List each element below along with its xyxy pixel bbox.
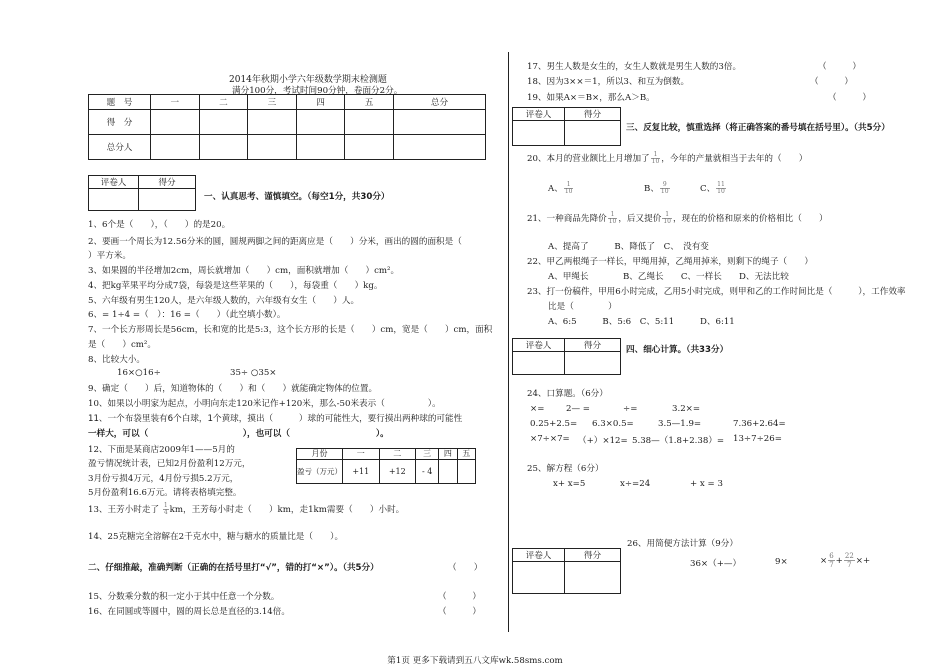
grader-cell[interactable]: [513, 352, 565, 375]
page-footer: 第1页 更多下载请到五八文库wk.58sms.com: [387, 656, 563, 666]
simplify-tail: ×+: [855, 556, 871, 566]
fraction-den: 7: [847, 561, 852, 569]
option-label: A、: [548, 184, 563, 194]
question-13-mid: km，王芳每小时走（ ）: [169, 505, 278, 515]
question-23-cont: 比是（ ）: [548, 302, 617, 312]
fraction-den: 10: [717, 188, 725, 195]
equation: x÷=24: [620, 479, 651, 489]
simplify-mult: ×: [820, 556, 828, 566]
score-cell[interactable]: [151, 110, 200, 135]
question-3: 3、如果圆的半径增加2cm，周长就增加（ ）cm，面积就增加（ ）cm²。: [88, 266, 400, 276]
question-21-end: ，现在的价格和原来的价格相比（ ）: [672, 214, 828, 224]
question-19: 19、如果A×＝B×，那么A＞B。: [527, 93, 655, 103]
calc-item: 0.25+2.5=: [530, 419, 578, 429]
fraction-num: 1: [564, 182, 574, 189]
answer-paren[interactable]: （ ）: [438, 607, 481, 617]
fraction: [564, 182, 574, 195]
question-9: 9、确定（ ）后，知道物体的（ ）和（ ）就能确定物体的位置。: [88, 384, 378, 394]
grader-label: 得分: [139, 176, 196, 189]
grader-box: [512, 338, 621, 375]
question-8-a: 16×○16÷: [117, 368, 161, 378]
question-20-start: 20、本月的营业额比上月增加了: [527, 154, 650, 164]
grader-box: [512, 107, 621, 146]
fraction-den: 10: [608, 218, 617, 225]
fraction-den: 10: [663, 218, 671, 225]
fraction: [651, 152, 661, 165]
fraction-num: 1: [651, 152, 661, 159]
month-value-cell: +11: [343, 460, 380, 484]
question-21: [527, 212, 828, 225]
calc-item: ÷=: [623, 404, 638, 414]
score-cell[interactable]: [296, 110, 345, 135]
section-2-title: 二、仔细推敲，准确判断（正确的在括号里打“√”，错的打“×”）。（共5分）: [88, 563, 379, 573]
question-21-start: 21、一种商品先降价: [527, 214, 607, 224]
question-12-line3: 3月份亏损4万元，4月份亏损5.2万元，: [88, 474, 239, 484]
month-value-cell: - 4: [416, 460, 439, 484]
fraction-den: 10: [660, 188, 669, 195]
question-13-end: km，走1km需要（ ）小时。: [277, 505, 405, 515]
calc-item: 5.38—（1.8+2.38）=: [632, 436, 725, 446]
question-11: 11、一个布袋里装有6个白球，1个黄球，摸出（ ）球的可能性大，要行摸出两种球的可能性: [88, 414, 463, 424]
fraction-num: 1: [163, 502, 168, 509]
score-header-cell: 题 号: [89, 95, 151, 110]
equation: + x = 3: [690, 479, 723, 489]
score-cell[interactable]: [199, 135, 248, 160]
grader-cell[interactable]: [139, 189, 196, 211]
grader-cell[interactable]: [89, 189, 139, 211]
month-row-label: 盈亏（万元）: [297, 460, 343, 484]
fraction-num: 1: [662, 212, 672, 219]
score-header-cell: 二: [199, 95, 248, 110]
question-12-line4: 5月份盈利16.6万元。请将表格填完整。: [88, 488, 242, 498]
section-1-title: 一、认真思考、谨慎填空。（每空1分，共30分）: [204, 192, 390, 202]
question-8-b: 35÷ ○35×: [230, 368, 277, 378]
score-row-label: 得 分: [89, 110, 151, 135]
answer-paren[interactable]: （ ）: [818, 62, 861, 72]
month-value-cell[interactable]: [457, 460, 475, 484]
question-10: 10、如果以小明家为起点，小明向东走120米记作+120米，那么-50米表示（ ）。: [88, 399, 441, 409]
option-c[interactable]: [700, 182, 727, 195]
fraction-den: 10: [564, 188, 573, 195]
score-cell[interactable]: [393, 110, 485, 135]
question-14: 14、25克糖完全溶解在2千克水中，糖与糖水的质量比是（ ）。: [88, 532, 344, 542]
calc-item: 3.5—1.9=: [658, 419, 702, 429]
question-17: 17、男生人数是女生的，女生人数就是男生人数的3倍。: [527, 62, 742, 72]
grader-cell[interactable]: [513, 562, 565, 594]
simplify-item: 36×（+—）: [690, 559, 742, 569]
question-2: 2、要画一个周长为12.56分米的圆，圆规两脚之间的距离应是（ ）分米，画出的圆的面积是（: [88, 237, 462, 247]
grader-cell[interactable]: [565, 352, 621, 375]
grader-cell[interactable]: [565, 562, 621, 594]
question-26: 26、用简便方法计算（9分）: [627, 539, 738, 549]
month-header-cell: 二: [379, 449, 416, 460]
month-header-cell: 月份: [297, 449, 343, 460]
question-1: 1、6个是（ ），（ ）的是20。: [88, 220, 231, 230]
fraction: [662, 212, 672, 225]
question-20: [527, 152, 807, 165]
question-22: 22、甲乙两根绳子一样长，甲绳用掉，乙绳用掉米，则剩下的绳子（ ）: [527, 257, 813, 267]
question-2-cont: ）平方米。: [88, 251, 131, 261]
grader-label: 得分: [565, 108, 621, 121]
fraction-num: 6: [829, 552, 834, 560]
score-cell[interactable]: [393, 135, 485, 160]
calc-item: 3.2×=: [672, 404, 701, 414]
question-15: 15、分数乘分数的积一定小于其中任意一个分数。: [88, 592, 280, 602]
grader-label: 得分: [565, 339, 621, 352]
grader-box: [512, 548, 621, 594]
month-value-cell[interactable]: [439, 460, 457, 484]
answer-paren[interactable]: （ ）: [438, 592, 481, 602]
question-13-start: 13、王芳小时走了: [88, 505, 160, 515]
score-cell[interactable]: [199, 110, 248, 135]
answer-paren[interactable]: （ ）: [828, 93, 871, 103]
grader-label: 得分: [565, 549, 621, 562]
grader-cell[interactable]: [565, 121, 621, 146]
question-23: 23、打一份稿件，甲用6小时完成，乙用5小时完成，则甲和乙的工作时间比是（ ），工作效率: [527, 287, 906, 297]
equation: x+ x=5: [553, 479, 586, 489]
simplify-item: [820, 552, 870, 569]
calc-item: ×=: [530, 404, 545, 414]
question-12: 12、下面是某商店2009年1——5月的: [88, 445, 235, 455]
fraction: [844, 552, 855, 569]
calc-item: ×7÷×7=: [530, 434, 570, 444]
simplify-op: +: [835, 556, 843, 566]
month-header-cell: 三: [416, 449, 439, 460]
fraction-num: 11: [717, 181, 725, 188]
calc-item: 2— =: [566, 404, 590, 414]
grader-label: 评卷人: [513, 339, 565, 352]
month-header-cell: 一: [343, 449, 380, 460]
month-header-cell: 四: [439, 449, 457, 460]
section-4-title: 四、细心计算。（共33分）: [626, 345, 729, 355]
score-header-cell: 五: [345, 95, 394, 110]
question-23-options[interactable]: A、6:5 B、5:6 C、5:11 D、6:11: [548, 317, 735, 327]
section-2-answer[interactable]: （ ）: [448, 563, 483, 573]
question-25: 25、解方程（6分）: [527, 464, 604, 474]
fraction: [716, 182, 726, 195]
score-table: [88, 94, 486, 160]
score-cell[interactable]: [151, 135, 200, 160]
grader-label: 评卷人: [513, 108, 565, 121]
question-20-end: ，今年的产量就相当于去年的（ ）: [661, 154, 808, 164]
month-header-cell: 五: [457, 449, 475, 460]
question-7-cont: 是（ ）cm²。: [88, 340, 156, 350]
score-cell[interactable]: [296, 135, 345, 160]
grader-label: 评卷人: [89, 176, 139, 189]
fraction-num: 1: [608, 212, 618, 219]
grader-label: 评卷人: [513, 549, 565, 562]
exam-subtitle: 满分100分，考试时间90分钟，卷面分2分。: [232, 86, 403, 96]
section-3-title: 三、反复比较，慎重选择（将正确答案的番号填在括号里）。（共5分）: [626, 123, 890, 133]
score-cell[interactable]: [345, 135, 394, 160]
score-header-cell: 一: [151, 95, 200, 110]
option-b[interactable]: [644, 182, 671, 195]
fraction: [828, 552, 834, 569]
calc-item: 6.3×0.5=: [592, 419, 634, 429]
score-header-cell: 四: [296, 95, 345, 110]
question-6: 6、= 1÷4 =（ ）：16 =（ ）（此空填小数）。: [88, 310, 286, 320]
question-5: 5、六年级有男生120人，是六年级人数的，六年级有女生（ ）人。: [88, 296, 360, 306]
fraction-num: 22: [844, 552, 854, 560]
option-label: B、: [644, 184, 659, 194]
score-cell[interactable]: [248, 110, 297, 135]
question-11-cont: 一样大，可以（ ），也可以（ ）。: [88, 429, 389, 439]
option-label: C、: [700, 184, 716, 194]
question-21-options[interactable]: A、提高了 B、降低了 C、 没有变: [548, 242, 709, 252]
month-value-cell: +12: [379, 460, 416, 484]
fraction-den: 10: [651, 158, 660, 165]
simplify-item: 9×: [775, 557, 788, 567]
question-8: 8、比较大小。: [88, 355, 146, 365]
question-24: 24、口算题。（6分）: [527, 389, 608, 399]
fraction: [608, 212, 618, 225]
column-divider: [508, 52, 509, 632]
score-row-label: 总分人: [89, 135, 151, 160]
fraction-den: 4: [163, 509, 168, 516]
score-cell[interactable]: [345, 110, 394, 135]
grader-cell[interactable]: [513, 121, 565, 146]
fraction: [163, 503, 169, 516]
score-header-cell: 三: [248, 95, 297, 110]
question-7: 7、一个长方形周长是56cm，长和宽的比是5:3，这个长方形的长是（ ）cm，宽是（ ）cm，面积: [88, 325, 493, 335]
question-22-options[interactable]: A、甲绳长 B、乙绳长 C、一样长 D、无法比较: [548, 272, 789, 282]
question-16: 16、在同圆或等圆中，圆的周长总是直径的3.14倍。: [88, 607, 290, 617]
question-12-line2: 盈亏情况统计表，已知2月份盈利12万元，: [88, 459, 251, 469]
fraction-den: 7: [829, 561, 834, 569]
exam-title: 2014年秋期小学六年级数学期末检测题: [229, 75, 387, 85]
answer-paren[interactable]: （ ）: [810, 77, 853, 87]
fraction-num: 9: [660, 182, 670, 189]
score-cell[interactable]: [248, 135, 297, 160]
calc-item: 7.36+2.64=: [733, 419, 786, 429]
option-a[interactable]: [548, 182, 574, 195]
fraction: [660, 182, 670, 195]
calc-item: （+）×12=: [578, 436, 628, 446]
question-18: 18、因为3××＝1，所以3、和互为倒数。: [527, 77, 690, 87]
score-header-cell: 总分: [393, 95, 485, 110]
monthly-profit-table: [296, 448, 476, 484]
grader-box: [88, 175, 196, 211]
question-4: 4、把kg苹果平均分成7袋，每袋是这些苹果的（ ），每袋重（ ）kg。: [88, 281, 383, 291]
calc-item: 13÷7÷26=: [733, 434, 782, 444]
question-13: [88, 503, 404, 516]
question-21-mid: ，后又提价: [618, 214, 662, 224]
